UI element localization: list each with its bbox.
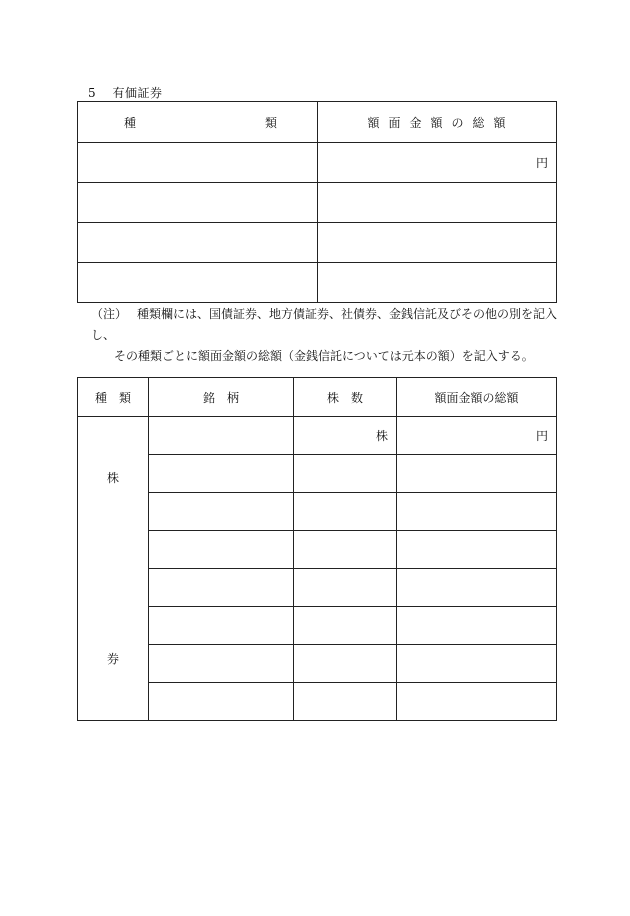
header-kind-b: 類 — [264, 115, 277, 130]
shares-unit: 株 — [375, 429, 388, 443]
amount-field[interactable] — [318, 183, 557, 223]
amount-field[interactable] — [397, 493, 557, 531]
table-row — [78, 183, 557, 223]
note-line-1: 種類欄には、国債証券、地方債証券、社債券、金銭信託及びその他の別を記入し、 — [91, 307, 558, 342]
brand-field[interactable] — [149, 645, 294, 683]
table-header-row — [78, 102, 557, 143]
brand-field[interactable] — [149, 569, 294, 607]
header-face-amount: 額面金額の総額 — [397, 378, 557, 417]
header-face-amount: 額面金額の総額 — [318, 102, 557, 143]
kind-field[interactable] — [78, 223, 318, 263]
table-row — [78, 645, 557, 683]
amount-field[interactable] — [397, 455, 557, 493]
amount-field[interactable] — [397, 531, 557, 569]
note-label: （注） — [91, 307, 128, 321]
section-title: 有価証券 — [112, 86, 163, 100]
table-row — [78, 143, 557, 183]
brand-field[interactable] — [149, 493, 294, 531]
brand-field[interactable] — [149, 607, 294, 645]
yen-unit: 円 — [535, 429, 548, 443]
shares-field[interactable] — [294, 607, 397, 645]
table-row — [78, 493, 557, 531]
amount-field[interactable] — [397, 417, 557, 455]
note-line-2: その種類ごとに額面金額の総額（金銭信託については元本の額）を記入する。 — [114, 349, 534, 363]
kind-field[interactable] — [78, 183, 318, 223]
brand-field[interactable] — [149, 417, 294, 455]
header-kind: 種 類 — [78, 378, 149, 417]
amount-field[interactable] — [318, 143, 557, 183]
kind-field[interactable] — [78, 143, 318, 183]
section-heading — [88, 84, 162, 101]
amount-field[interactable] — [318, 263, 557, 303]
header-kind-a: 種 — [124, 115, 137, 130]
amount-field[interactable] — [397, 569, 557, 607]
table-row — [78, 263, 557, 303]
table-row — [78, 607, 557, 645]
table-row — [78, 569, 557, 607]
table-row — [78, 683, 557, 721]
kind-stock-char-1: 株 — [106, 471, 119, 485]
amount-field[interactable] — [397, 645, 557, 683]
header-kind — [78, 102, 318, 143]
shares-field[interactable] — [294, 683, 397, 721]
note — [91, 304, 561, 367]
shares-field[interactable] — [294, 417, 397, 455]
kind-stock-char-2: 券 — [106, 652, 119, 666]
shares-field[interactable] — [294, 645, 397, 683]
shares-field[interactable] — [294, 531, 397, 569]
table-header-row — [78, 378, 557, 417]
securities-table — [77, 101, 557, 303]
amount-field[interactable] — [397, 683, 557, 721]
table-row — [78, 223, 557, 263]
shares-field[interactable] — [294, 493, 397, 531]
table-row — [78, 417, 557, 455]
kind-cell-stock — [78, 417, 149, 721]
yen-unit: 円 — [535, 156, 548, 170]
shares-field[interactable] — [294, 569, 397, 607]
table-row — [78, 531, 557, 569]
header-brand: 銘 柄 — [149, 378, 294, 417]
stock-table — [77, 377, 557, 721]
brand-field[interactable] — [149, 531, 294, 569]
amount-field[interactable] — [397, 607, 557, 645]
brand-field[interactable] — [149, 455, 294, 493]
amount-field[interactable] — [318, 223, 557, 263]
shares-field[interactable] — [294, 455, 397, 493]
table-row — [78, 455, 557, 493]
section-number: 5 — [88, 86, 97, 100]
header-shares: 株 数 — [294, 378, 397, 417]
kind-field[interactable] — [78, 263, 318, 303]
brand-field[interactable] — [149, 683, 294, 721]
